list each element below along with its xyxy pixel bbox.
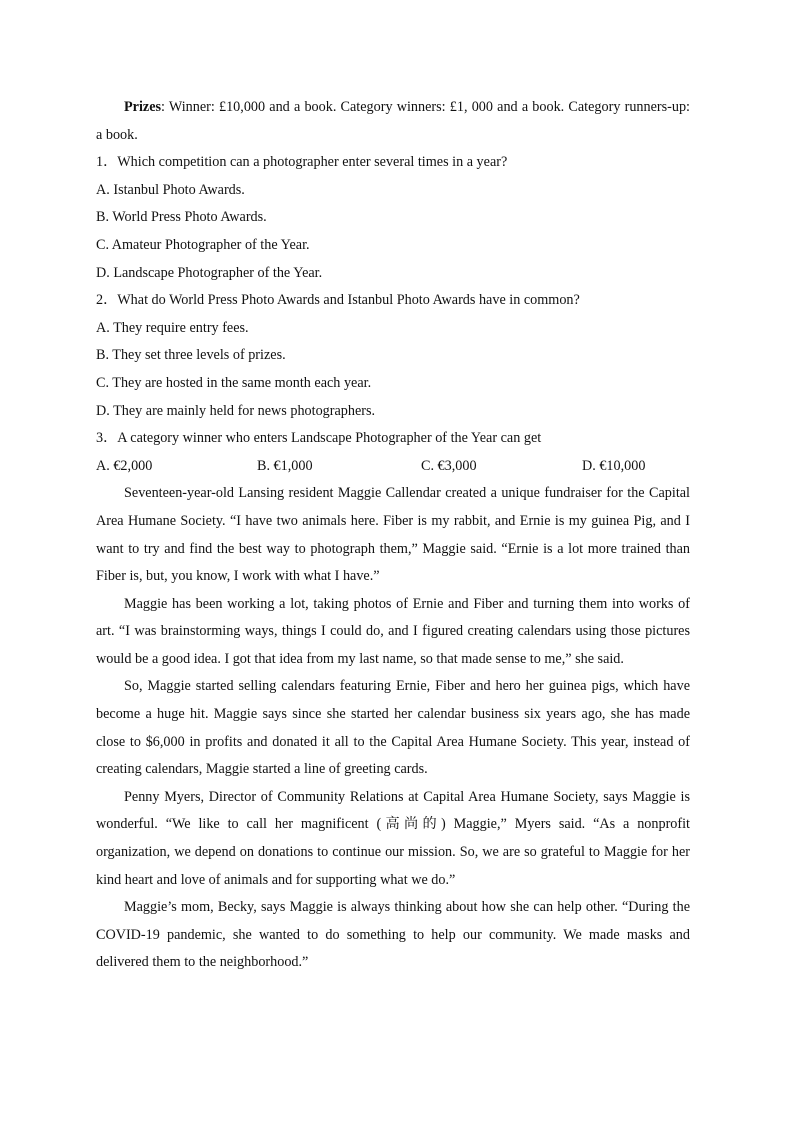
passage-paragraph-4: Penny Myers, Director of Community Relations at Capital Area Humane Society, says Maggie is wonderful. “We like to call her magnificent (高尚的) Maggie,” Myers said. “As a nonprofit organization, we depend on donations to continue our mission. So, we are so grateful to Maggie for her kind heart and love of animals and for supporting what we do.”: [96, 788, 690, 888]
prizes-paragraph: [96, 94, 690, 149]
option-d: D. They are mainly held for news photographers.: [96, 402, 376, 419]
option-a: A. They require entry fees.: [96, 319, 249, 336]
option-d: D. €10,000: [582, 457, 646, 474]
option-b: B. World Press Photo Awards.: [96, 209, 267, 226]
passage-paragraph-5: Maggie’s mom, Becky, says Maggie is always thinking about how she can help other. “During the COVID-19 pandemic, she wanted to do something to help our community. We made masks and delivered them to the neighborhood.”: [96, 899, 690, 971]
option-b: B. They set three levels of prizes.: [96, 347, 286, 364]
option-c: C. Amateur Photographer of the Year.: [96, 236, 310, 253]
option-c: C. €3,000: [421, 457, 477, 474]
question-stem: 3．A category winner who enters Landscape Photographer of the Year can get: [96, 430, 542, 447]
option-a: A. Istanbul Photo Awards.: [96, 181, 245, 198]
question-1: [96, 149, 690, 287]
question-2: [96, 287, 690, 425]
prizes-label: Prizes: [124, 99, 162, 115]
prizes-text: : Winner: £10,000 and a book. Category winners: £1, 000 and a book. Category runners-up: a book.: [96, 99, 690, 143]
question-stem: 1．Which competition can a photographer enter several times in a year?: [96, 154, 508, 171]
option-b: B. €1,000: [257, 457, 313, 474]
document-page: [96, 94, 690, 977]
question-3: [96, 425, 690, 480]
passage-paragraph-1: Seventeen-year-old Lansing resident Maggie Callendar created a unique fundraiser for the Capital Area Humane Society. “I have two animals here. Fiber is my rabbit, and Ernie is my guinea Pig, and I want to try and find the best way to photograph them,” Maggie said. “Ernie is a lot more trained than Fiber is, but, you know, I work with what I have.”: [96, 485, 690, 585]
option-d: D. Landscape Photographer of the Year.: [96, 264, 323, 281]
options-row: [96, 453, 690, 481]
passage-paragraph-2: Maggie has been working a lot, taking photos of Ernie and Fiber and turning them into works of art. “I was brainstorming ways, things I could do, and I figured creating calendars using those pictures would be a good idea. I got that idea from my last name, so that made sense to me,” she said.: [96, 595, 690, 667]
reading-passage: [96, 480, 690, 977]
question-stem: 2．What do World Press Photo Awards and Istanbul Photo Awards have in common?: [96, 292, 580, 309]
option-c: C. They are hosted in the same month each year.: [96, 374, 372, 391]
passage-paragraph-3: So, Maggie started selling calendars featuring Ernie, Fiber and hero her guinea pigs, which have become a huge hit. Maggie says since she started her calendar business six years ago, she has made close to $6,000 in profits and donated it all to the Capital Area Humane Society. This year, instead of creating calendars, Maggie started a line of greeting cards.: [96, 678, 690, 778]
option-a: A. €2,000: [96, 457, 153, 474]
